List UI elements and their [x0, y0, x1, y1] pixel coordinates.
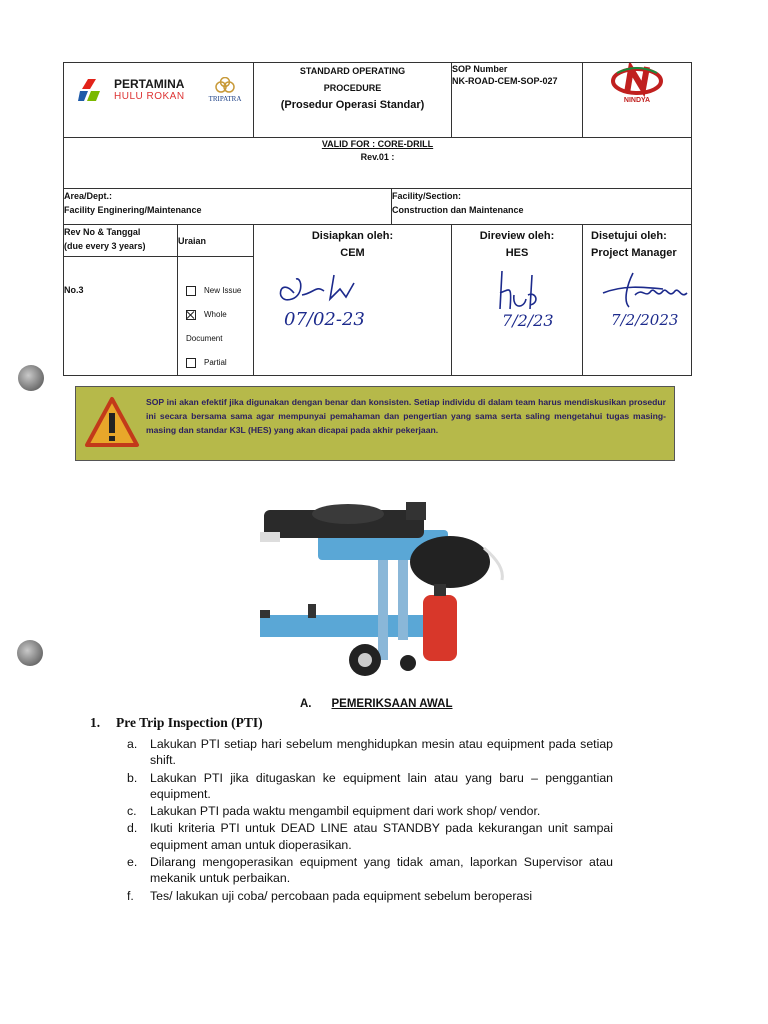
- list-item: [127, 803, 613, 819]
- prepared-by: CEM: [340, 247, 365, 259]
- item-key: a.: [127, 737, 138, 751]
- item-text: Tes/ lakukan uji coba/ percobaan pada equipment sebelum beroperasi: [150, 888, 533, 903]
- punch-hole-bottom: [17, 640, 43, 666]
- pertamina-logo-icon: [78, 77, 108, 103]
- title-line-1: STANDARD OPERATING: [299, 66, 406, 76]
- list-item: [127, 770, 613, 803]
- company-logos: [64, 63, 254, 138]
- sop-header-table: [63, 62, 692, 376]
- prepared-label: Disiapkan oleh:: [311, 230, 394, 242]
- list-item: [127, 820, 613, 853]
- tripatra-logo: [209, 77, 242, 103]
- item-key: b.: [127, 770, 138, 785]
- rev-no-cell: [64, 257, 178, 376]
- pti-number: 1.: [90, 715, 101, 730]
- section-heading: [300, 698, 452, 710]
- item-text: Lakukan PTI pada waktu mengambil equipment dari work shop/ vendor.: [150, 804, 541, 819]
- warning-icon: [84, 396, 140, 448]
- rev-label-2: (due every 3 years): [64, 241, 146, 251]
- item-text: Lakukan PTI jika ditugaskan ke equipment lain atau yang baru – penggantian equipment.: [150, 770, 613, 801]
- facility-label: Facility/Section:: [392, 191, 462, 201]
- area-label: Area/Dept.:: [64, 191, 113, 201]
- rev-no: No.3: [64, 285, 84, 295]
- nindya-icon: [609, 63, 665, 99]
- section-title: PEMERIKSAAN AWAL: [331, 698, 453, 710]
- item-key: f.: [127, 888, 134, 903]
- sop-number-label: SOP Number: [452, 64, 508, 74]
- check-whole-label: Whole Document: [186, 310, 227, 343]
- list-item: [127, 854, 613, 887]
- facility-cell: [392, 189, 692, 225]
- pti-heading: [90, 715, 263, 731]
- item-key: d.: [127, 821, 138, 836]
- list-item: [127, 888, 613, 904]
- check-whole-document: [186, 303, 253, 351]
- checkbox-checked-icon: [186, 310, 196, 320]
- prepared-signature: [254, 265, 451, 355]
- nindya-logo: [583, 63, 692, 138]
- check-partial-label: Partial: [204, 358, 227, 367]
- rev-label-cell: [64, 225, 178, 257]
- item-key: c.: [127, 804, 137, 819]
- check-partial: [186, 351, 253, 375]
- sop-number-cell: [452, 63, 583, 138]
- punch-hole-top: [18, 365, 44, 391]
- section-letter: A.: [300, 698, 312, 710]
- company-name: PERTAMINA: [114, 77, 185, 91]
- core-drill-image: [258, 500, 508, 680]
- approved-cell: [583, 225, 692, 376]
- approved-label: Disetujui oleh:: [591, 230, 667, 242]
- uraian-cell: [178, 225, 254, 257]
- item-text: Ikuti kriteria PTI untuk DEAD LINE atau STANDBY pada kekurangan unit sampai equipment aman untuk dioperasikan.: [150, 821, 613, 852]
- contractor-name: NINDYA: [623, 97, 651, 104]
- checkbox-empty-icon: [186, 358, 196, 368]
- valid-for-label: VALID FOR : CORE-DRILL: [321, 139, 434, 149]
- list-item: [127, 736, 613, 769]
- prepared-cell: [254, 225, 452, 376]
- reviewed-by: HES: [505, 247, 529, 259]
- reviewed-signature: [452, 265, 582, 355]
- checkbox-empty-icon: [186, 286, 196, 296]
- area-cell: [64, 189, 392, 225]
- check-new-issue: [186, 279, 253, 303]
- rev-label-1: Rev No & Tanggal: [64, 227, 141, 237]
- facility-value: Construction dan Maintenance: [392, 205, 524, 215]
- area-value: Facility Enginering/Maintenance: [64, 205, 202, 215]
- date-prepared: 07/02-23: [284, 309, 365, 330]
- revision: Rev.01 :: [360, 152, 395, 162]
- uraian-checks: [178, 257, 254, 376]
- item-text: Lakukan PTI setiap hari sebelum menghidupkan mesin atau equipment pada setiap shift.: [150, 737, 613, 768]
- warning-text: SOP ini akan efektif jika digunakan dengan benar dan konsisten. Setiap individu di dalam team harus mendiskusikan prosedur ini secara bersama sama agar mempunyai pemahaman dan pengertian yang sama serta saling mengetahui tugas masing-masing dan standar K3L (HES) yang akan dicapai pada akhir pekerjaan.: [146, 397, 666, 435]
- uraian-label: Uraian: [178, 236, 207, 246]
- approved-signature: [583, 265, 691, 355]
- title-line-2: PROCEDURE: [323, 83, 382, 93]
- pti-title: Pre Trip Inspection (PTI): [116, 715, 263, 730]
- check-new-label: New Issue: [204, 286, 242, 295]
- warning-box: [75, 386, 675, 461]
- date-approved: 7/2/2023: [611, 311, 679, 329]
- sop-number: NK-ROAD-CEM-SOP-027: [452, 76, 558, 86]
- approved-by: Project Manager: [591, 247, 677, 259]
- reviewed-label: Direview oleh:: [479, 230, 555, 242]
- valid-for: [64, 138, 692, 189]
- pti-list: [127, 736, 613, 905]
- tripatra-icon: [214, 77, 236, 93]
- sop-title: [254, 63, 452, 138]
- reviewed-cell: [452, 225, 583, 376]
- item-key: e.: [127, 855, 138, 870]
- title-line-3: (Prosedur Operasi Standar): [280, 99, 425, 111]
- partner-name: TRIPATRA: [208, 95, 242, 103]
- date-reviewed: 7/2/23: [502, 311, 554, 330]
- item-text: Dilarang mengoperasikan equipment yang tidak aman, laporkan Supervisor atau mekanik untuk perbaikan.: [150, 855, 613, 886]
- company-sub: HULU ROKAN: [114, 91, 185, 102]
